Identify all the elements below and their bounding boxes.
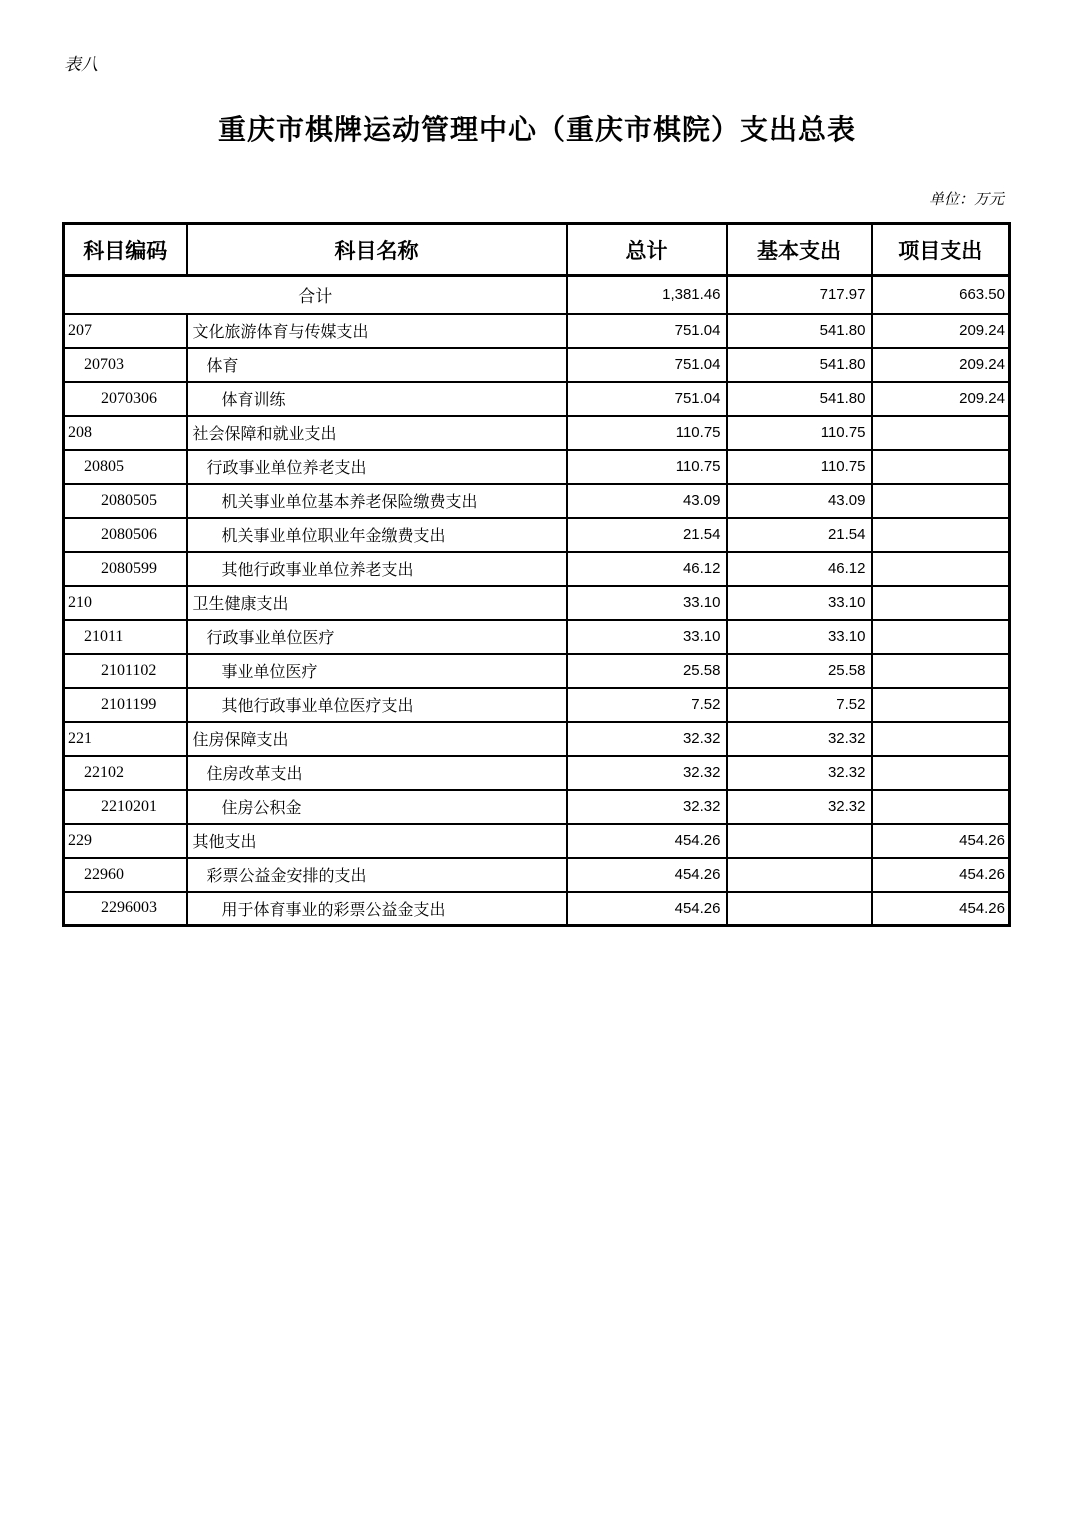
total-value-cell: 454.26 [567, 892, 727, 926]
table-row [64, 314, 1010, 348]
subject-name-cell: 其他支出 [187, 824, 567, 858]
col-header-subject-name: 科目名称 [187, 224, 567, 276]
total-value-cell: 25.58 [567, 654, 727, 688]
project-value-cell: 209.24 [872, 348, 1010, 382]
project-value-cell: 454.26 [872, 824, 1010, 858]
total-value-cell: 110.75 [567, 450, 727, 484]
unit-note: 单位：万元 [928, 192, 1004, 208]
table-row [64, 654, 1010, 688]
subject-code-cell: 22102 [64, 756, 187, 790]
subject-name-cell: 住房保障支出 [187, 722, 567, 756]
subject-code-cell: 20703 [64, 348, 187, 382]
subject-code-cell: 2070306 [64, 382, 187, 416]
basic-value-cell [727, 824, 872, 858]
col-header-total: 总计 [567, 224, 727, 276]
subject-name-cell: 其他行政事业单位医疗支出 [187, 688, 567, 722]
subject-name-cell: 住房改革支出 [187, 756, 567, 790]
project-value-cell [872, 484, 1010, 518]
total-value-cell: 32.32 [567, 722, 727, 756]
table-row [64, 450, 1010, 484]
basic-value-cell: 541.80 [727, 314, 872, 348]
basic-value-cell: 25.58 [727, 654, 872, 688]
table-row [64, 586, 1010, 620]
subject-code-cell: 2080506 [64, 518, 187, 552]
subject-code-cell: 221 [64, 722, 187, 756]
project-value-cell [872, 518, 1010, 552]
grand-total-basic-value: 717.97 [727, 276, 872, 314]
subject-code-cell: 207 [64, 314, 187, 348]
subject-name-cell: 用于体育事业的彩票公益金支出 [187, 892, 567, 926]
basic-value-cell: 541.80 [727, 382, 872, 416]
table-header [64, 224, 1010, 276]
table-row [64, 620, 1010, 654]
basic-value-cell: 541.80 [727, 348, 872, 382]
grand-total-label: 合计 [64, 276, 567, 314]
project-value-cell [872, 654, 1010, 688]
project-value-cell: 454.26 [872, 892, 1010, 926]
basic-value-cell: 110.75 [727, 416, 872, 450]
project-value-cell [872, 790, 1010, 824]
basic-value-cell: 43.09 [727, 484, 872, 518]
grand-total-project-value: 663.50 [872, 276, 1010, 314]
basic-value-cell: 33.10 [727, 620, 872, 654]
project-value-cell: 209.24 [872, 314, 1010, 348]
basic-value-cell: 7.52 [727, 688, 872, 722]
grand-total-row [64, 276, 1010, 314]
table-row [64, 348, 1010, 382]
subject-name-cell: 社会保障和就业支出 [187, 416, 567, 450]
basic-value-cell: 33.10 [727, 586, 872, 620]
subject-code-cell: 2101102 [64, 654, 187, 688]
total-value-cell: 454.26 [567, 824, 727, 858]
project-value-cell [872, 688, 1010, 722]
grand-total-total-value: 1,381.46 [567, 276, 727, 314]
table-row [64, 484, 1010, 518]
subject-name-cell: 住房公积金 [187, 790, 567, 824]
total-value-cell: 751.04 [567, 348, 727, 382]
project-value-cell [872, 450, 1010, 484]
subject-code-cell: 229 [64, 824, 187, 858]
project-value-cell [872, 552, 1010, 586]
subject-code-cell: 208 [64, 416, 187, 450]
sheet-label: 表八 [64, 55, 98, 74]
basic-value-cell [727, 858, 872, 892]
header-row [64, 224, 1010, 276]
table-row [64, 858, 1010, 892]
expenditure-table [62, 222, 1011, 927]
project-value-cell [872, 586, 1010, 620]
subject-name-cell: 机关事业单位基本养老保险缴费支出 [187, 484, 567, 518]
total-value-cell: 7.52 [567, 688, 727, 722]
basic-value-cell: 46.12 [727, 552, 872, 586]
total-value-cell: 33.10 [567, 620, 727, 654]
subject-name-cell: 体育 [187, 348, 567, 382]
subject-name-cell: 卫生健康支出 [187, 586, 567, 620]
total-value-cell: 21.54 [567, 518, 727, 552]
col-header-project-expenditure: 项目支出 [872, 224, 1010, 276]
subject-code-cell: 2210201 [64, 790, 187, 824]
table-row [64, 518, 1010, 552]
subject-code-cell: 2080599 [64, 552, 187, 586]
basic-value-cell: 21.54 [727, 518, 872, 552]
table-row [64, 552, 1010, 586]
basic-value-cell: 32.32 [727, 756, 872, 790]
project-value-cell: 209.24 [872, 382, 1010, 416]
table-row [64, 790, 1010, 824]
subject-name-cell: 机关事业单位职业年金缴费支出 [187, 518, 567, 552]
subject-name-cell: 行政事业单位养老支出 [187, 450, 567, 484]
subject-code-cell: 2080505 [64, 484, 187, 518]
total-value-cell: 751.04 [567, 382, 727, 416]
subject-name-cell: 事业单位医疗 [187, 654, 567, 688]
basic-value-cell: 32.32 [727, 722, 872, 756]
table-row [64, 382, 1010, 416]
basic-value-cell: 110.75 [727, 450, 872, 484]
subject-code-cell: 20805 [64, 450, 187, 484]
subject-code-cell: 22960 [64, 858, 187, 892]
total-value-cell: 43.09 [567, 484, 727, 518]
total-value-cell: 454.26 [567, 858, 727, 892]
page-title: 重庆市棋牌运动管理中心（重庆市棋院）支出总表 [217, 115, 856, 146]
table-row [64, 756, 1010, 790]
basic-value-cell [727, 892, 872, 926]
project-value-cell [872, 756, 1010, 790]
total-value-cell: 33.10 [567, 586, 727, 620]
total-value-cell: 32.32 [567, 790, 727, 824]
subject-code-cell: 21011 [64, 620, 187, 654]
table-row [64, 416, 1010, 450]
table-row [64, 722, 1010, 756]
col-header-subject-code: 科目编码 [64, 224, 187, 276]
subject-name-cell: 其他行政事业单位养老支出 [187, 552, 567, 586]
total-value-cell: 110.75 [567, 416, 727, 450]
subject-code-cell: 2296003 [64, 892, 187, 926]
subject-name-cell: 体育训练 [187, 382, 567, 416]
table-row [64, 892, 1010, 926]
subject-name-cell: 行政事业单位医疗 [187, 620, 567, 654]
project-value-cell: 454.26 [872, 858, 1010, 892]
subject-code-cell: 210 [64, 586, 187, 620]
col-header-basic-expenditure: 基本支出 [727, 224, 872, 276]
project-value-cell [872, 620, 1010, 654]
total-value-cell: 751.04 [567, 314, 727, 348]
subject-name-cell: 文化旅游体育与传媒支出 [187, 314, 567, 348]
table-row [64, 688, 1010, 722]
basic-value-cell: 32.32 [727, 790, 872, 824]
subject-code-cell: 2101199 [64, 688, 187, 722]
project-value-cell [872, 416, 1010, 450]
total-value-cell: 46.12 [567, 552, 727, 586]
project-value-cell [872, 722, 1010, 756]
subject-name-cell: 彩票公益金安排的支出 [187, 858, 567, 892]
table-row [64, 824, 1010, 858]
table-body [64, 276, 1010, 926]
total-value-cell: 32.32 [567, 756, 727, 790]
